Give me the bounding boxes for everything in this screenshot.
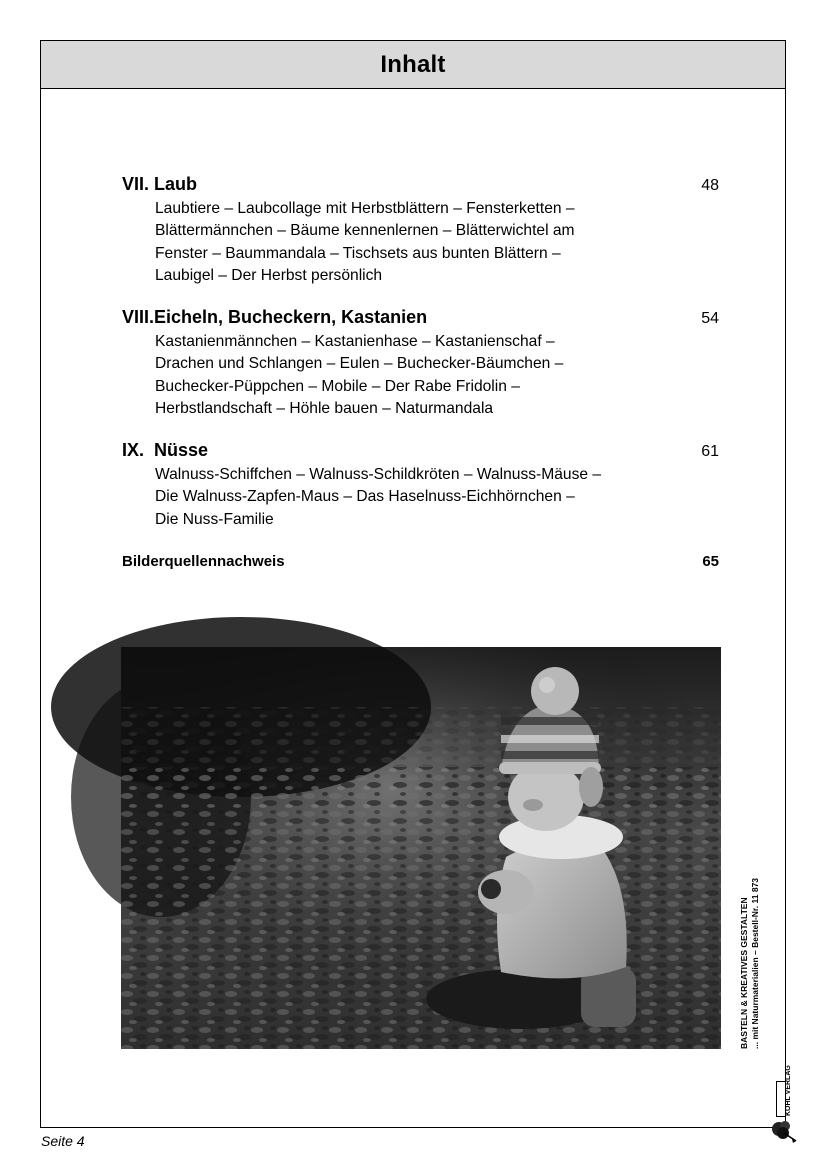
series-subtitle: ... mit Naturmaterialien – Bestell-Nr. 11 873 — [750, 877, 760, 1049]
publisher-name: KOHL VERLAG — [785, 1065, 792, 1116]
photo-child-in-leaves — [121, 647, 721, 1049]
section-items — [155, 331, 655, 420]
credits-page: 65 — [702, 553, 719, 570]
section-line: Kastanienmännchen – Kastanienhase – Kastanienschaf – — [155, 333, 555, 350]
section-page: 61 — [701, 443, 719, 460]
section-line: Herbstlandschaft – Höhle bauen – Naturmandala — [155, 399, 494, 417]
series-title: BASTELN & KREATIVES GESTALTEN — [739, 897, 749, 1049]
section-number: IX. — [122, 440, 145, 460]
section-line: Die Nuss-Familie — [155, 510, 274, 528]
title-bar — [41, 41, 785, 89]
section-items — [155, 464, 655, 531]
section-title: Eicheln, Bucheckern, Kastanien — [154, 307, 428, 327]
section-title: Laub — [154, 174, 197, 194]
section-number: VIII. — [122, 307, 155, 327]
toc-section-eicheln — [122, 307, 719, 420]
section-line: Fenster – Baummandala – Tischsets aus bunten Blättern – — [155, 244, 561, 262]
section-number: VII. — [122, 174, 150, 194]
section-items — [155, 198, 655, 287]
credits-label: Bilderquellennachweis — [122, 553, 285, 570]
tree-icon — [770, 1119, 798, 1143]
section-line: Drachen und Schlangen – Eulen – Buchecker-Bäumchen – — [155, 355, 564, 373]
section-line: Blättermännchen – Bäume kennenlernen – Blätterwichtel am — [155, 222, 575, 240]
publisher-logo — [776, 1065, 792, 1141]
section-page: 48 — [701, 177, 719, 194]
page-title: Inhalt — [380, 50, 446, 78]
section-page: 54 — [701, 310, 719, 327]
section-title: Nüsse — [154, 440, 209, 460]
toc-credits — [122, 553, 719, 570]
product-info-vertical — [739, 749, 761, 1049]
section-line: Buchecker-Püppchen – Mobile – Der Rabe Fridolin – — [155, 377, 520, 395]
section-line: Laubigel – Der Herbst persönlich — [155, 266, 383, 284]
section-line: Die Walnuss-Zapfen-Maus – Das Haselnuss-Eichhörnchen – — [155, 488, 575, 506]
section-line: Laubtiere – Laubcollage mit Herbstblättern – Fensterketten – — [155, 200, 575, 217]
page-number-footer: Seite 4 — [41, 1133, 85, 1149]
page-frame — [40, 40, 792, 1128]
toc-section-nuesse — [122, 440, 719, 531]
section-line: Walnuss-Schiffchen – Walnuss-Schildkröten – Walnuss-Mäuse – — [155, 466, 602, 483]
toc-section-laub — [122, 174, 719, 287]
